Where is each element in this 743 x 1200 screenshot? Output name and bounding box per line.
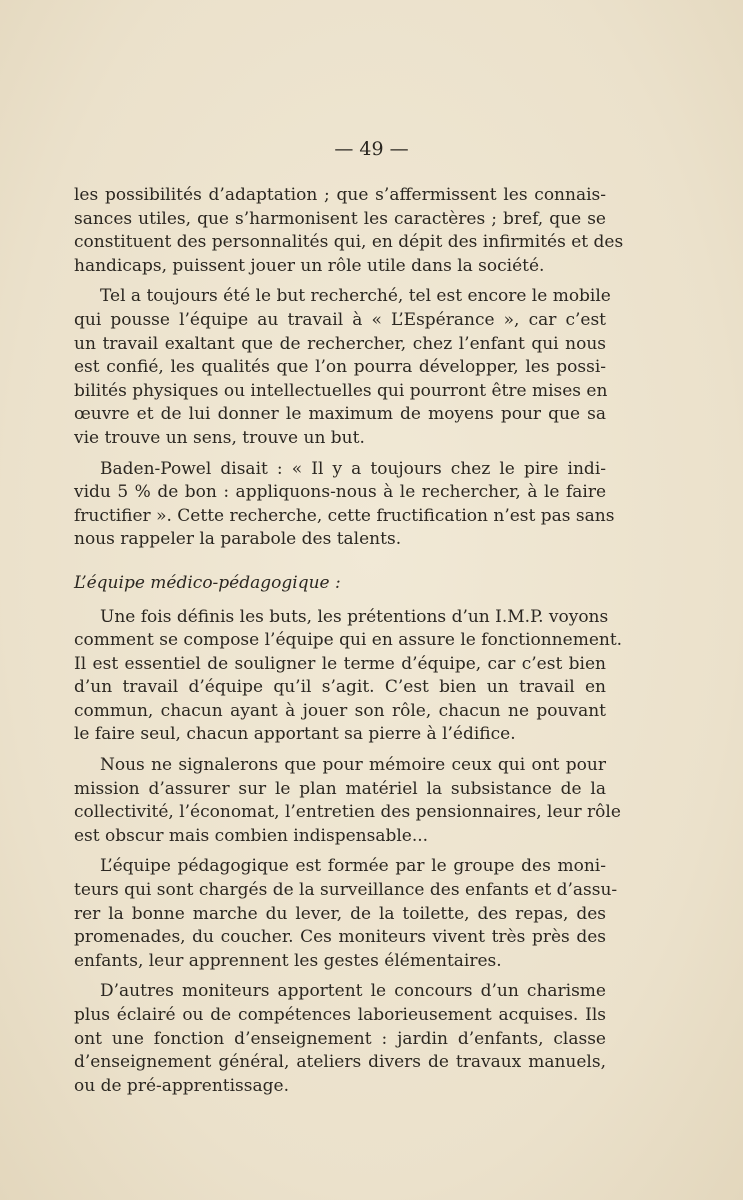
text-line: Une fois définis les buts, les prétentions d’un I.M.P. voyons [100, 606, 609, 627]
text-line: Il est essentiel de souligner le terme d’équipe, car c’est bien [74, 653, 606, 674]
text-line: promenades, du coucher. Ces moniteurs vivent très près des [74, 927, 606, 948]
text-line: qui pousse l’équipe au travail à « L’Espérance », car c’est [74, 309, 606, 330]
text-line: est obscur mais combien indispensable... [74, 825, 429, 846]
text-line: œuvre et de lui donner le maximum de moyens pour que sa [74, 404, 606, 425]
text-line: Tel a toujours été le but recherché, tel est encore le mobile [100, 286, 611, 307]
text-line: ont une fonction d’enseignement : jardin d’enfants, classe [74, 1028, 606, 1049]
text-line: collectivité, l’économat, l’entretien des pensionnaires, leur rôle [74, 802, 621, 823]
text-line: D’autres moniteurs apportent le concours d’un charisme [100, 981, 606, 1002]
text-line: plus éclairé ou de compétences laborieusement acquises. Ils [74, 1005, 606, 1025]
text-line: constituent des personnalités qui, en dépit des infirmités et des [74, 232, 624, 253]
text-line: les possibilités d’adaptation ; que s’affermissent les connais- [74, 185, 606, 205]
paragraph [74, 458, 615, 552]
text-line: un travail exaltant que de rechercher, chez l’enfant qui nous [74, 333, 606, 354]
text-line: Nous ne signalerons que pour mémoire ceux qui ont pour [100, 755, 606, 776]
body-text [74, 184, 624, 1105]
text-line: teurs qui sont chargés de la surveillance des enfants et d’assu- [74, 880, 618, 901]
text-line: handicaps, puissent jouer un rôle utile dans la société. [74, 255, 545, 276]
text-line: Baden-Powel disait : « Il y a toujours chez le pire indi- [100, 458, 606, 479]
text-line: rer la bonne marche du lever, de la toilette, des repas, des [74, 903, 606, 924]
text-line: bilités physiques ou intellectuelles qui pourront être mises en [74, 380, 608, 401]
text-line: vie trouve un sens, trouve un but. [74, 427, 365, 448]
text-line: enfants, leur apprennent les gestes élémentaires. [74, 950, 502, 971]
text-line: comment se compose l’équipe qui en assure le fonctionnement. [74, 630, 623, 651]
paragraph [74, 184, 624, 278]
paragraph [74, 285, 611, 450]
text-line: fructifier ». Cette recherche, cette fructification n’est pas sans [74, 505, 615, 526]
text-line: L’équipe pédagogique est formée par le groupe des moni- [100, 856, 606, 877]
paragraph [74, 855, 618, 973]
text-line: mission d’assurer sur le plan matériel la subsistance de la [74, 778, 606, 799]
text-line: vidu 5 % de bon : appliquons-nous à le rechercher, à le faire [74, 482, 606, 503]
text-line: commun, chacun ayant à jouer son rôle, chacun ne pouvant [74, 700, 606, 721]
text-line: est confié, les qualités que l’on pourra développer, les possi- [74, 357, 606, 378]
text-line: d’enseignement général, ateliers divers de travaux manuels, [74, 1052, 606, 1073]
section-title: L’équipe médico-pédagogique : [74, 572, 341, 593]
text-line: ou de pré-apprentissage. [74, 1075, 289, 1096]
text-line: sances utiles, que s’harmonisent les caractères ; bref, que se [74, 208, 606, 229]
paragraph [74, 606, 623, 748]
text-line: nous rappeler la parabole des talents. [74, 529, 402, 550]
paragraph [74, 980, 606, 1098]
text-line: d’un travail d’équipe qu’il s’agit. C’est bien un travail en [74, 677, 606, 698]
text-line: le faire seul, chacun apportant sa pierre à l’édifice. [74, 724, 516, 745]
page-number: — 49 — [334, 138, 409, 160]
paragraph [74, 754, 621, 848]
